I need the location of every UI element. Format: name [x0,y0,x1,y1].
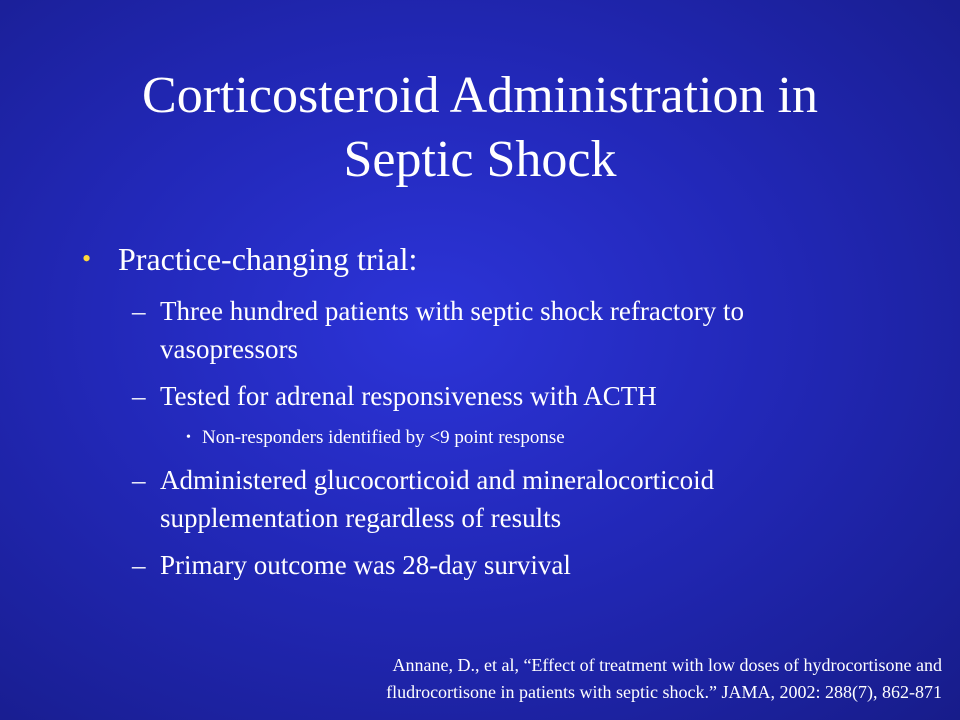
dash-icon: – [132,296,146,326]
dash-icon: – [132,465,146,495]
citation-line-2: fludrocortisone in patients with septic shock.” JAMA, 2002: 288(7), 862-871 [386,682,942,702]
sub-point-1 [132,292,852,368]
nested-bullet-icon: • [186,430,191,445]
sub-point-text: Administered glucocorticoid and mineralocorticoid supplementation regardless of results [160,465,715,533]
title-line-1: Corticosteroid Administration in [142,67,818,124]
dash-icon: – [132,550,146,580]
slide-title [0,64,960,192]
citation [242,652,942,706]
sub-point-text: Tested for adrenal responsiveness with ACTH [160,381,657,411]
sub-point-text: Primary outcome was 28-day survival [160,550,571,580]
main-point-text: Practice-changing trial: [118,241,418,277]
dash-icon: – [132,381,146,411]
sub-point-2 [132,377,852,415]
sub-point-4 [132,546,852,584]
title-line-2: Septic Shock [343,131,617,188]
main-bullet-icon: • [82,244,92,273]
sub-point-3 [132,461,852,537]
nested-point-text: Non-responders identified by <9 point response [202,427,565,448]
sub-point-text: Three hundred patients with septic shock refractory to vasopressors [160,296,745,364]
citation-line-1: Annane, D., et al, “Effect of treatment with low doses of hydrocortisone and [392,655,942,675]
